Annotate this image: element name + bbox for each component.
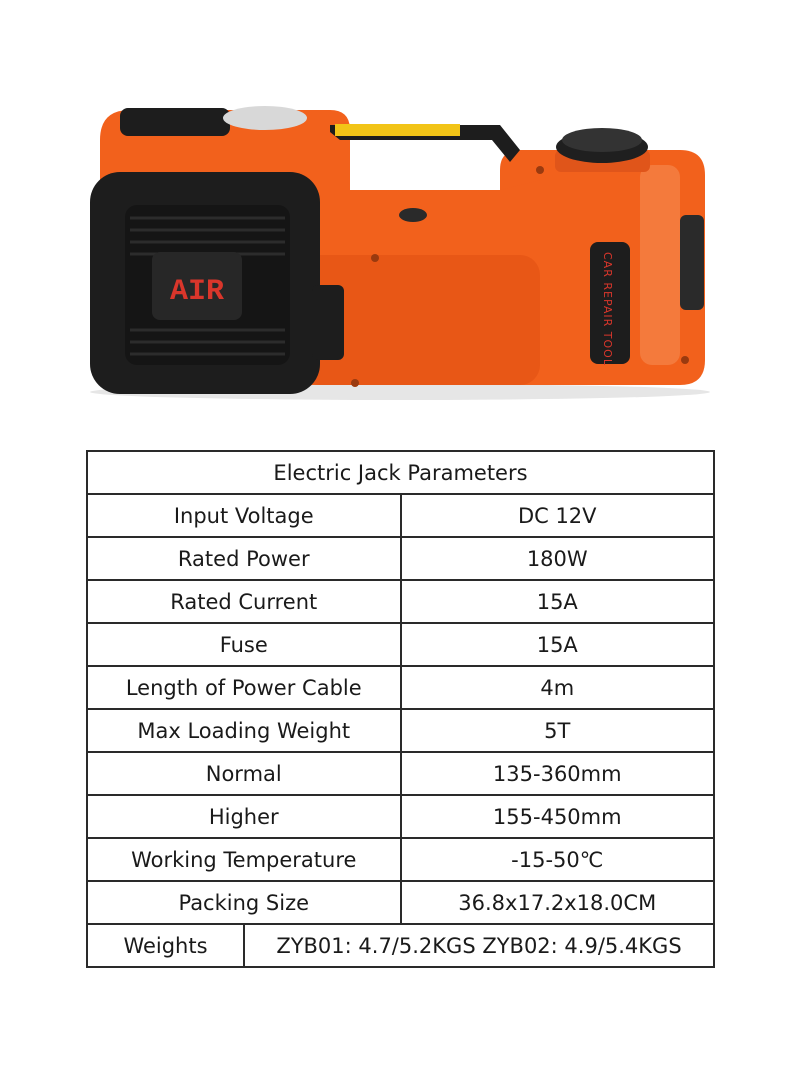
weights-label: Weights xyxy=(88,925,245,966)
table-row xyxy=(87,666,714,709)
table-row xyxy=(87,752,714,795)
table-row xyxy=(87,709,714,752)
table-body xyxy=(87,494,714,967)
jack-side-clip xyxy=(312,285,344,360)
weights-row xyxy=(87,924,714,967)
jack-top-panel xyxy=(120,108,230,136)
param-label: Higher xyxy=(87,795,401,838)
param-label: Normal xyxy=(87,752,401,795)
param-label: Length of Power Cable xyxy=(87,666,401,709)
screw xyxy=(681,356,689,364)
screw xyxy=(371,254,379,262)
param-value: 36.8x17.2x18.0CM xyxy=(401,881,715,924)
param-label: Working Temperature xyxy=(87,838,401,881)
table-row xyxy=(87,795,714,838)
param-label: Rated Power xyxy=(87,537,401,580)
table-row xyxy=(87,838,714,881)
table-title-row xyxy=(87,451,714,494)
param-value: 15A xyxy=(401,580,715,623)
param-value: 5T xyxy=(401,709,715,752)
param-value: 15A xyxy=(401,623,715,666)
screw xyxy=(351,379,359,387)
side-label-text: CAR REPAIR TOOL xyxy=(601,252,614,366)
param-value: -15-50℃ xyxy=(401,838,715,881)
param-label: Input Voltage xyxy=(87,494,401,537)
weights-cell xyxy=(87,924,714,967)
param-label: Max Loading Weight xyxy=(87,709,401,752)
air-badge-text: AIR xyxy=(169,275,225,309)
jack-housing-highlight xyxy=(640,165,680,365)
param-value: 180W xyxy=(401,537,715,580)
param-value: 135-360mm xyxy=(401,752,715,795)
param-label: Rated Current xyxy=(87,580,401,623)
table-row xyxy=(87,881,714,924)
jack-power-button xyxy=(399,208,427,222)
table-row xyxy=(87,623,714,666)
jack-gauge xyxy=(223,106,307,130)
param-value: DC 12V xyxy=(401,494,715,537)
param-label: Packing Size xyxy=(87,881,401,924)
jack-handle-grip xyxy=(335,124,460,136)
electric-jack-illustration xyxy=(0,0,800,420)
param-label: Fuse xyxy=(87,623,401,666)
weights-value: ZYB01: 4.7/5.2KGS ZYB02: 4.9/5.4KGS xyxy=(276,933,682,958)
table-title: Electric Jack Parameters xyxy=(87,451,714,494)
table-row xyxy=(87,537,714,580)
screw xyxy=(536,166,544,174)
param-value: 4m xyxy=(401,666,715,709)
table-row xyxy=(87,580,714,623)
param-value: 155-450mm xyxy=(401,795,715,838)
table-row xyxy=(87,494,714,537)
parameters-table xyxy=(86,450,715,968)
jack-end-cap xyxy=(680,215,704,310)
jack-lift-pad-top xyxy=(562,128,642,152)
